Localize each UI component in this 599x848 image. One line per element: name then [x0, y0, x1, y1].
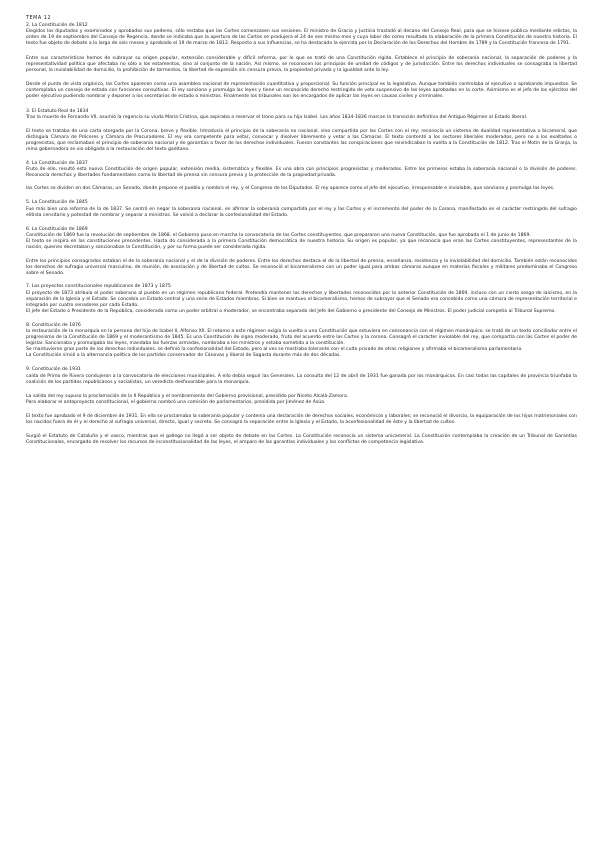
paragraph: Para elaborar el anteproyecto constitucional, el gobierno nombró una comisión de parlamentarios, presidida por Jiménez de Asúa.: [26, 399, 326, 405]
paragraph: Elegidos los diputados y examinados y aprobados sus poderes, sólo restaba que las Cortes comenzasen sus sesiones. El ministro de Gracia y Justicia trasladó al decano del Consejo Real, para que se hiciese pública mediante edictos, la orden de 19 de septiembre del Consejo de Regencia, donde se indicaba que la apertura de las Cortes se produjera el 24 de ese mismo mes y cuya labor dio como resultado la elaboración de la primera Constitución de nuestra historia. El texto fue objeto de debate a lo largo de seis meses y aprobado el 19 de marzo de 1812. Respecto a sus influencias, se ha destacado la ejercida por la Declaración de los Derechos del Hombre de 1789 y la Constitución francesa de 1791.: [26, 28, 577, 46]
section-constitution-1837: [26, 161, 577, 192]
section-constitution-1876: [26, 323, 577, 360]
section-heading: 2. La Constitución de 1812: [26, 22, 88, 28]
paragraph: caída de Primo de Rivera condujeron a la convocatoria de elecciones municipales. A ello debía seguir las Generales. La consulta del 12 de abril de 1931 fue ganada por los monárquicos. En casi todas las capitales de provincia triunfaba la coalición de los partidos republicanos y socialistas, un veredicto desfavorable para la monarquía.: [26, 373, 577, 385]
section-estatuto-1834: [26, 109, 577, 154]
paragraph: La salida del rey supuso la proclamación de la II República y el nombramiento del Gobierno provisional, presidido por Niceto Alcalá-Zamora.: [26, 393, 349, 399]
document-title: TEMA 12: [26, 16, 52, 21]
paragraph: El jefe del Estado o Presidente de la República, considerado como un poder arbitral o moderador, se encontraba separado del Jefe del Gobierno o presidente del Consejo de Ministros. El poder judicial competía al Tribunal Supremo.: [26, 308, 556, 314]
section-heading: 9. Constitución de 1931: [26, 367, 81, 373]
paragraph: El texto se inspira en las constituciones precedentes. Hasta do considerada a la primera Constitución democrática de nuestra historia. Su origen es popular, ya que reconocía que eran las Cortes constituyentes, representantes de la nación, quienes decretaban y sancionaban la Constitución, y por su forma puede ser considerada rígida.: [26, 238, 577, 251]
section-constitution-1869: [26, 227, 577, 278]
paragraph: Entre los principios consagrados estaban el de la soberanía nacional y el de la división de poderes. Entre los derechos destaca el de la libertad de prensa, enseñanza, residencia y la inviolabilidad del domicilio. También están reconocidos los derechos de sufragio universal masculino, de reunión, de asociación y de libertad de cultos. Se reconoció el bicameralismo con un poder igual para ambas cámaras aunque en materias fiscales y militares predominaba el Congreso sobre el Senado.: [26, 259, 577, 277]
section-republican-projects-1873: [26, 284, 577, 314]
section-constitution-1931: [26, 367, 577, 446]
section-heading: 8. Constitución de 1876: [26, 322, 81, 328]
paragraph: Fruto de ello, resultó esta nueva Constitución de origen popular, extensión media, sistemática y flexible. Es una obra con principios progresistas y moderados. Entre los primeros estaba la soberanía nacional o la división de poderes. Reconocía derechos y libertades fundamentales como la libertad de prensa sin censura previa y la protección de la propiedad privada.: [26, 167, 577, 179]
section-heading: 5. La Constitución de 1845: [26, 200, 88, 206]
paragraph: la restauración de la monarquía en la persona del hijo de Isabel II, Alfonso XII. El retorno a este régimen exigía la vuelta a una Constitución que estuviera en consonancia con el régimen monárquico. se trató de un texto conciliador entre el progresismo de la Constitución de 1869 y el moderantismo de 1845. Es una Constitución de signo moderado, fruto del acuerdo entre las Cortes y la corona. Consagró el carácter inviolable del rey, que compartía con las Cortes el poder de legislar. Sancionaba y promulgaba las leyes, mandaba las fuerzas armadas, nombraba a los ministros y estaba sometido a la constitución.: [26, 328, 577, 347]
paragraph: Tras la muerte de Fernando VII, asumió la regencia su viuda María Cristina, que aspiraba a reservar el trono para su hija Isabel. Los años 1834-1836 marcan la transición definitiva del Antiguo Régimen al Estado liberal.: [26, 114, 528, 120]
paragraph: El texto se trataba de una carta otorgada por la Corona, breve y flexible. Introducía el principio de la soberanía no nacional, sino compartida por las Cortes con el rey; reconocía un sistema de dualidad representativa o bicameral, que distinguía Cámara de Próceres y Cámara de Procuradores. El rey era competente para vetar, convocar y disolver libremente y vetar a las Cámaras. El texto contentó a los sectores liberales moderados, pero no a los exaltados o progresistas, que reclamaban el principio de soberanía nacional y de garantías a favor de los derechos individuales. Fueron constantes las conspiraciones que reivindicaban la vuelta a la Constitución de 1812. Tras el Motín de la Granja, la reina gobernadora se vio obligada a la restauración del texto gaditano.: [26, 128, 577, 152]
paragraph: El texto fue aprobado el 9 de diciembre de 1931. En ella se proclamaba la soberanía popular y contenía una declaración de derechos sociales, económicos y laborales; se reconoció el divorcio, la equiparación de los hijos matrimoniales con los nacidos fuera de él y el derecho al sufragio universal, directo, igual y secreto. Se consagró la separación entre la Iglesia y el Estado, la aconfesionalidad de éste y la libertad de cultos.: [26, 413, 577, 425]
paragraph: las Cortes se dividen en dos Cámaras, un Senado, donde propone el pueblo y nombra el rey, y el Congreso de los Diputados. El rey aparece como el jefe del ejecutivo, irresponsable e inviolable, que sanciona y promulga las leyes.: [26, 186, 555, 192]
paragraph: Fue más bien una reforma de la de 1837. Se centró en negar la soberanía nacional, en afirmar la soberanía compartida por el rey y las Cortes y el incremento del poder de la Corona, manifestado en el carácter restringido del sufragio elitista censitario y potestad de nombrar y separar a ministros. Se volvió a declarar la confesionalidad del Estado.: [26, 206, 577, 218]
section-constitution-1845: [26, 200, 577, 218]
paragraph: Desde el punto de vista orgánico, las Cortes aparecen como una asamblea nacional de representación cuantitativa y proporcional. Su función principal es la legislativa. Aunque también controlaba al ejecutivo o aprobando impuestos. Se contemplaba un consejo de estado con funciones consultivas. El rey sanciona y promulga las leyes y tiene un reconocido derecho restringido de veto suspensivo de las leyes aprobadas en la corte. Asimismo es el jefe de los ejércitos del poder ejecutivo pudiendo nombrar y deponer a los secretarios de estado o ministros. Finalmente los tribunales son los encargados de aplicar las leyes en causas civiles y criminales.: [26, 82, 577, 100]
section-heading: 7. Los proyectos constitucionales republicanos de 1873 y 1875: [26, 284, 171, 290]
section-heading: 6. La Constitución de 1869: [26, 226, 88, 232]
paragraph: Entre sus características hemos de subrayar su origen popular, extensión considerable y difícil reforma, por lo que se trató de una Constitución rígida. Establece el principio de soberanía nacional, la separación de poderes y la representatividad política que afectaba no sólo a los estamentos, sino al conjunto de la nación. Así mismo, se reconocen los principios de unidad de códigos y de jurisdicción. Entre los derechos individuales se consagraba la libertad personal, la inviolabilidad de domicilio, la prohibición de tormentos, la libertad de expresión sin censura previa, la propiedad privada y la igualdad ante la ley.: [26, 55, 577, 74]
section-heading: 4. La Constitución de 1837: [26, 161, 88, 167]
paragraph: Surgió el Estatuto de Cataluña y el vasco, mientras que el gallego no llegó a ser objeto de debate en las Cortes. La Constitución reconocía un sistema unicameral. La Constitución contemplaba la creación de un Tribunal de Garantías Constitucionales, encargado de resolver los recursos de inconstitucionalidad de las leyes, el amparo de las garantías individuales y los conflictos de competencia legislativa.: [26, 434, 577, 446]
paragraph: Constitución de 1869 fue la revolución de septiembre de 1868. el Gobierno puso en marcha la convocatoria de las Cortes constituyentes, que prepararon una nueva Constitución, que fue aprobada el 1 de junio de 1869.: [26, 232, 531, 238]
paragraph: La Constitución sirvió a la alternancia política de los partidos conservador de Cánovas y liberal de Sagasta durante más de dos décadas.: [26, 353, 341, 359]
section-constitution-1812: [26, 23, 577, 101]
paragraph: Se mantuvieron gran parte de los derechos individuales, se definió la confesionalidad del Estado, pero al ves se mostraba tolerante con el culto privado de otras religiones y afirmaba el bicameralismo parlamentario.: [26, 347, 523, 353]
section-heading: 3. El Estatuto Real de 1834: [26, 108, 89, 114]
paragraph: El proyecto de 1873 atribuía el poder soberano al pueblo en un régimen republicano federal. Pretendía mantener los derechos y libertades reconocidos por la anterior Constitución de 1869, incluso con un cierto sesgo de laicismo, en la separación de la Iglesia y el Estado. Se concebía un Estado central y una serie de Estados miembros. Si bien se mantuvo el bicameralismo, hemos de subrayar que el Senado era concebido como una cámara de representación territorial e integrado por cuatro senadores por cada Estado.: [26, 290, 577, 308]
